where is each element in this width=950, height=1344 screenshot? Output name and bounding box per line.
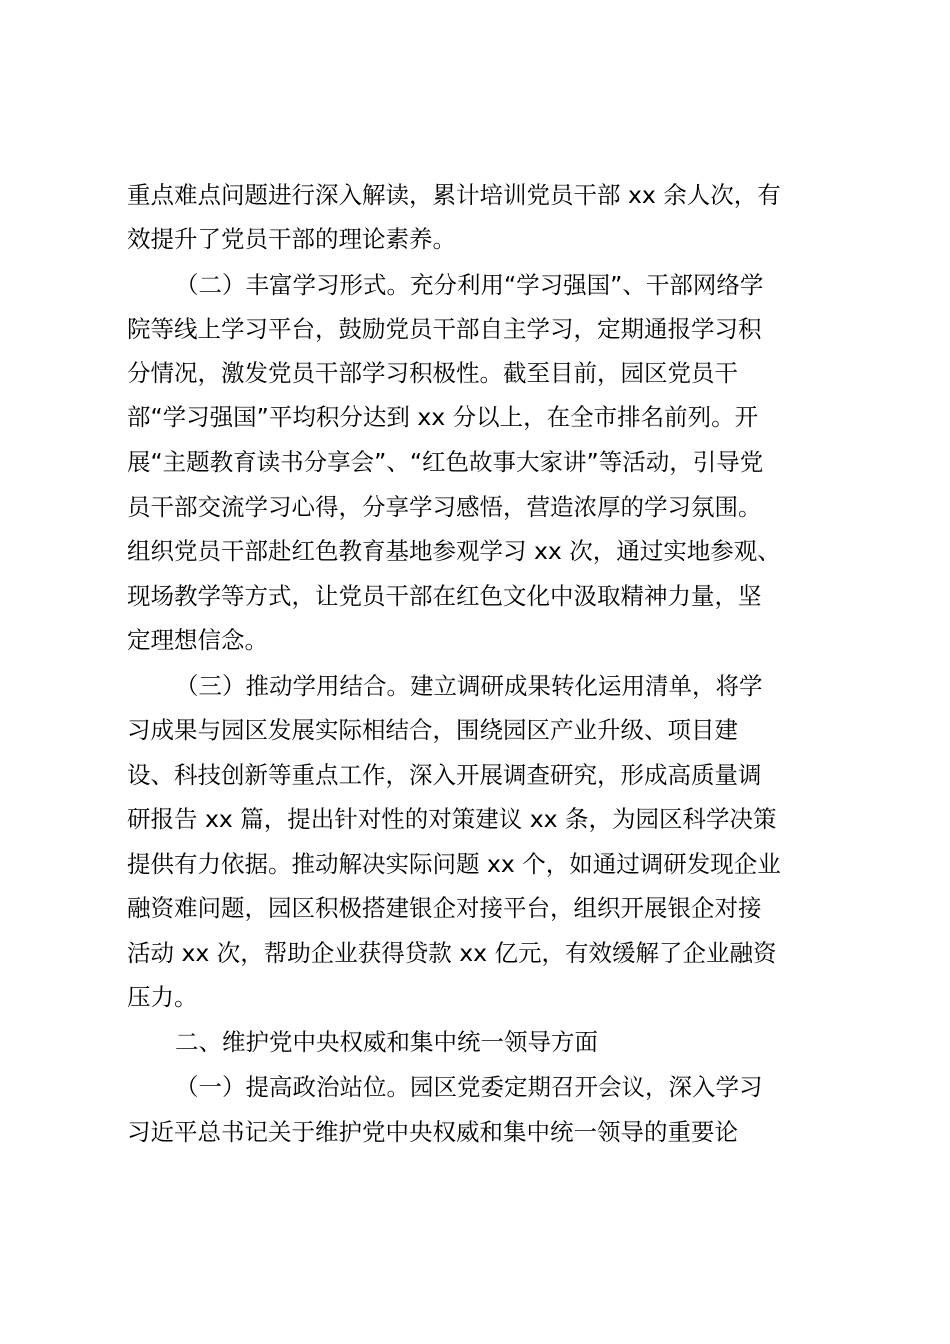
text-line: 组织党员干部赴红色教育基地参观学习 xx 次，通过实地参观、: [127, 537, 781, 565]
text-line: 研报告 xx 篇，提出针对性的对策建议 xx 条，为园区科学决策: [127, 805, 777, 833]
paragraph-heading-3: （三）推动学用结合。建立调研成果转化运用清单，将学: [175, 672, 763, 700]
text-line: 融资难问题，园区积极搭建银企对接平台，组织开展银企对接: [127, 894, 762, 922]
text-line: 压力。: [127, 983, 198, 1011]
paragraph-heading-2: （二）丰富学习形式。充分利用“学习强国”、干部网络学: [175, 271, 764, 299]
text-line: 设、科技创新等重点工作，深入开展调查研究，形成高质量调: [127, 761, 762, 789]
text-line: 院等线上学习平台，鼓励党员干部自主学习，定期通报学习积: [127, 315, 762, 343]
text-line: 员干部交流学习心得，分享学习感悟，营造浓厚的学习氛围。: [127, 493, 762, 521]
text-line: 效提升了党员干部的理论素养。: [127, 225, 456, 253]
text-line: 定理想信念。: [127, 626, 268, 654]
text-line: 习近平总书记关于维护党中央权威和集中统一领导的重要论: [127, 1118, 738, 1146]
paragraph-heading-1: （一）提高政治站位。园区党委定期召开会议，深入学习: [175, 1073, 763, 1101]
text-line: 活动 xx 次，帮助企业获得贷款 xx 亿元，有效缓解了企业融资: [127, 939, 777, 967]
text-line: 重点难点问题进行深入解读，累计培训党员干部 xx 余人次，有: [127, 181, 781, 209]
text-line: 分情况，激发党员干部学习积极性。截至目前，园区党员干: [127, 359, 738, 387]
text-line: 展“主题教育读书分享会”、“红色故事大家讲”等活动，引导党: [127, 448, 764, 476]
text-line: 部“学习强国”平均积分达到 xx 分以上，在全市排名前列。开: [127, 403, 759, 431]
text-line: 习成果与园区发展实际相结合，围绕园区产业升级、项目建: [127, 716, 738, 744]
text-line: 现场教学等方式，让党员干部在红色文化中汲取精神力量，坚: [127, 582, 762, 610]
section-heading: 二、维护党中央权威和集中统一领导方面: [175, 1028, 598, 1056]
text-line: 提供有力依据。推动解决实际问题 xx 个，如通过调研发现企业: [127, 850, 781, 878]
